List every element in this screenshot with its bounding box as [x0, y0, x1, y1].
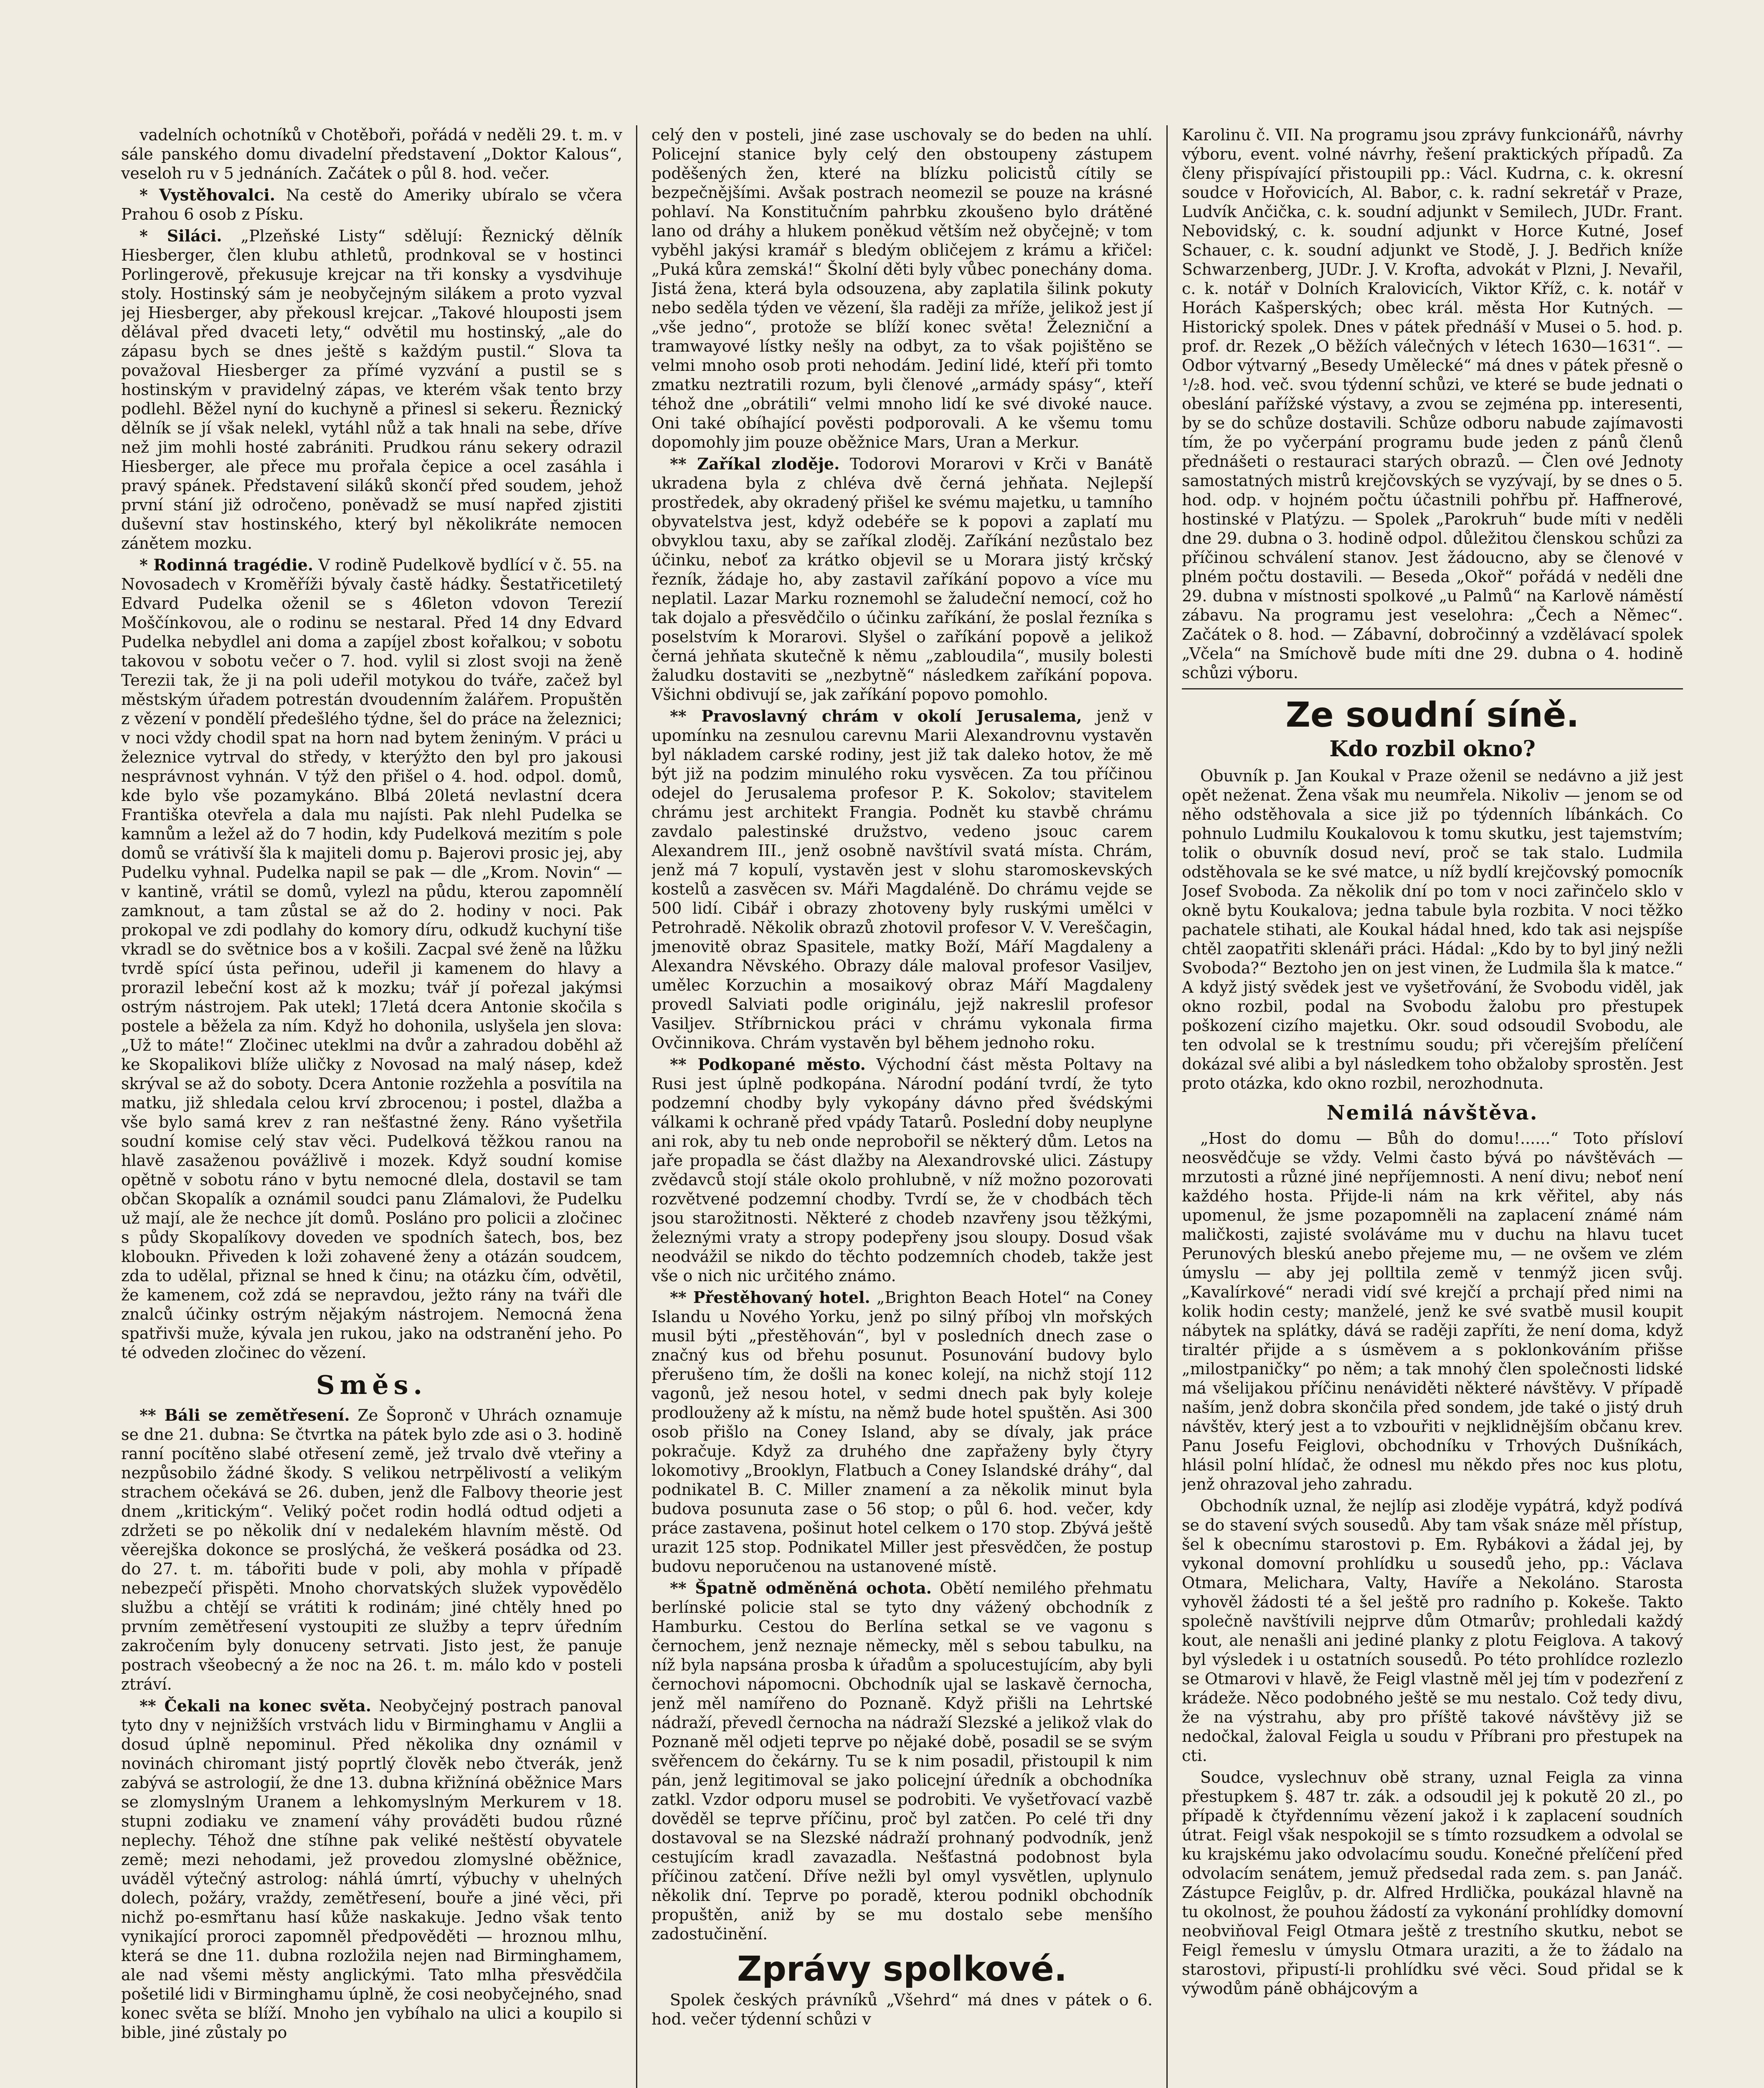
article-paragraph — [651, 1579, 1153, 1944]
article-paragraph — [651, 454, 1153, 704]
article-text: „Brighton Beach Hotel“ na Coney Islandu u Nového Yorku, jenž po silný příboj vln mořských musil býti „přestěhován“, byl v posledních dnech zase o značný kus od břehu posunut. Posunování budovy bylo přerušeno tím, že došli na konec kolejí, na nichž stojí 112 vagonů, jež nesou hotel, v sedmi dnech pak byly koleje prodlouženy až k místu, na němž bude hotel spuštěn. Asi 300 osob přišlo na Coney Island, aby se dívaly, jak práce pokračuje. Když za druhého dne zapřaženy byly čtyry lokomotivy „Brooklyn, Flatbuch a Coney Islandské dráhy“, dal podnikatel B. C. Miller znamení a za několik minut byla budova posunuta zase o 56 stop; o půl 6. hod. večer, kdy práce zastavena, pošinut hotel celkem o 170 stop. Zbývá ještě urazit 125 stop. Podnikatel Miller jest přesvědčen, že postup budovu neporučenou na ustanovené místě. — [651, 1288, 1153, 1576]
newspaper-page — [121, 125, 1691, 2088]
article-text: „Plzeňské Listy“ sdělují: Řeznický dělník Hiesberger, člen klubu athletů, prodnkoval se v hostinci Porlingerově, překusuje krejcar na tři konsky a vysdvihuje stoly. Hostinský sám je neobyčejným silákem a proto vyzval jej Hiesberger, aby překousl krejcar. „Takové hlouposti jsem dělával před dvaceti lety,“ odvětil mu hostinský, „ale do zápasu bych se dnes ještě s každým pustil.“ Slova ta považoval Hiesberger za přímé vyzvání a pustil se s hostinským v pravidelný zápas, ve kterém však tento brzy podlehl. Běžel nyní do kuchyně a přinesl si sekeru. Řeznický dělník se jí však nelekl, vytáhl nůž a tak hnali na sebe, dříve než jim mohli hosté zabrániti. Prudkou ránu sekery odrazil Hiesberger, ale přece mu prořala čepice a ocel zasáhla i pravý spánek. Představení siláků skončí před soudem, jehož první stání již odročeno, poněvadž se musí napřed zjistiti duševní stav hostinského, který byl několikráte nemocen zánětem mozku. — [121, 227, 622, 552]
divider — [1182, 688, 1683, 689]
article-paragraph: Obuvník p. Jan Koukal v Praze oženil se nedávno a již jest opět neženat. Žena však mu neumřela. Nikoliv — jenom se od něho odstěhovala a sice již po týdenních líbánkách. Co pohnulo Ludmilu Koukalovou k tomu skutku, jest tajemstvím; tolik o obuvník dosud neví, proč se tak stalo. Ludmila odstěhovala se ke své matce, u níž bydlí krejčovský pomocník Josef Svoboda. Za několik dní po tom v noci zařinčelo sklo v okně bytu Koukalova; jedna tabule byla rozbita. V noci těžko pachatele stihati, ale Koukal hádal hned, kdo tak asi nejspíše chtěl zaopatřiti sklenáři práci. Hádal: „Kdo by to byl jiný nežli Svoboda?“ Beztoho jen on jest vinen, že Ludmila šla k matce.“ A když jistý svědek jest ve vyšetřování, že Svobodu viděl, jak okno rozbil, podal na Svobodu žalobu pro přestupek poškození cizího majetku. Okr. soud odsoudil Svobodu, ale ten odvolal se k trestnímu soudu; při včerejším přelíčení dokázal své alibi a byl následkem toho obžaloby sprostěn. Jest proto otázka, kdo okno rozbil, nerozhodnuta. — [1182, 767, 1683, 1092]
article-paragraph — [651, 1288, 1153, 1576]
article-paragraph: Spolek českých právníků „Všehrd“ má dnes v pátek o 6. hod. večer týdenní schůzi v — [651, 1991, 1153, 2028]
article-lead: * Siláci. — [139, 226, 222, 245]
column-right — [1182, 125, 1683, 2088]
article-paragraph: Karolinu č. VII. Na programu jsou zprávy funkcionářů, návrhy výboru, event. volné návrhy, řešení praktických případů. Za členy přispívající přistoupili pp.: Václ. Kudrna, c. k. okresní soudce v Hořovicích, Al. Babor, c. k. radní sekretář v Praze, Ludvík Ančička, c. k. soudní adjunkt v Semilech, JUDr. Frant. Nebovidský, c. k. soudní adjunkt v Horce Kutné, Josef Schauer, c. k. soudní adjunkt ve Stodě, J. J. Bedřich kníže Schwarzenberg, JUDr. J. V. Krofta, advokát v Plzni, J. Nevařil, c. k. notář v Dolních Kralovicích, Viktor Kříž, c. k. notář v Horách Kašperských; obec král. města Hor Kutných. — Historický spolek. Dnes v pátek přednáší v Musei o 5. hod. p. prof. dr. Rezek „O běžích válečných v létech 1630—1631“. — Odbor výtvarný „Besedy Umělecké“ má dnes v pátek přesně o ¹/₂8. hod. več. svou týdenní schůzi, ve které se bude jednati o obeslání pařížské výstavy, a zvou se zejména pp. interesenti, by se do schůze dostavili. Schůze odboru nabude zajímavosti tím, že po vyčerpání programu bude jeden z pánů členů přednášeti o restauraci starých obrazů. — Člen ové Jednoty samostatných mistrů krejčovských se vyzývají, by se dnes o 5. hod. odp. v hojném počtu účastnili pohřbu př. Haffnerové, hostinské v Platýzu. — Spolek „Parokruh“ bude míti v neděli dne 29. dubna o 3. hodině odpol. důležitou členskou schůzi za příčinou schválení stanov. Jest žádoucno, aby se členové v plném počtu dostavili. — Beseda „Okoř“ pořádá v neděli dne 29. dubna v místnosti spolkové „u Palmů“ na Karlově náměstí zábavu. Na programu jest veselohra: „Čech a Němec“. Začátek o 8. hod. — Zábavní, dobročinný a vzdělávací spolek „Včela“ na Smíchově bude míti dne 29. dubna o 4. hodině schůzi výboru. — [1182, 126, 1683, 682]
article-lead: ** Podkopané město. — [670, 1055, 866, 1074]
article-text: Obětí nemilého přehmatu berlínské policie stal se tyto dny vážený obchodník z Hamburku. Cestou do Berlína setkal se ve vagonu s černochem, jenž neznaje německy, měl s sebou tabulku, na níž byla napsána prosba k úřadům a spolucestujícím, aby byli černochovi nápomocni. Obchodník ujal se laskavě černocha, jenž měl namířeno do Poznaně. Když přišli na Lehrtské nádraží, převedl černocha na nádraží Slezské a jelikož vlak do Poznaně měl odjeti teprve po nějaké době, posadil se se svým svěřencem do čekárny. Tu se k nim posadil, přistoupil k nim pán, jenž legitimoval se jako policejní úředník a obchodníka zatkl. Vzdor odporu musel se podrobiti. Ve vyšetřovací vazbě dověděl se teprve příčinu, proč byl zatčen. Po celé tři dny dostavoval se na Slezské nádraží prohnaný podvodník, jenž cestujícím kradl zavazadla. Nešťastná podobnost byla příčinou zatčení. Dříve nežli byl omyl vysvětlen, uplynulo několik dní. Teprve po poradě, kterou podnikl obchodník propuštěn, aniž by se mu dostalo sebe menšího zadostučinění. — [651, 1579, 1153, 1943]
article-paragraph: Obchodník uznal, že nejlíp asi zloděje vypátrá, když podívá se do stavení svých sousedů. Aby tam však snáze měl přístup, šel k obecnímu starostovi p. Em. Rybákovi a žádal jej, by vykonal domovní prohlídku u sousedů jeho, pp.: Václava Otmara, Melichara, Valty, Havíře a Nekoláno. Starosta vyhověl žádosti té a šel ještě pro radního p. Kokeše. Takto společně navštívili nejprve dům Otmarův; prohledali každý kout, ale nenašli ani jediné planky z plotu Feiglova. A takový byl výsledek i u ostatních sousedů. Po této prohlídce rozlezlo se Otmarovi v hlavě, že Feigl vlastně měl jej tím v podezření z krádeže. Něco podobného ještě se mu nestalo. Což tedy divu, že na výstrahu, aby pro příště takové návštěvy již se nedočkal, žaloval Feigla u soudu v Příbrani pro přestupek na cti. — [1182, 1497, 1683, 1765]
article-paragraph: „Host do domu — Bůh do domu!......“ Toto přísloví neosvědčuje se vždy. Velmi často bývá po návštěvách — mrzutosti a různé jiné nepříjemnosti. A není divu; neboť není každého hosta. Přijde-li nám na krk věřitel, aby nás upomenul, že jsme pozapomněli na zaplacení známé nám maličkosti, zajisté svoláváme mu v duchu na hlavu tucet Perunových bleskú anebo přejeme mu, — ne ovšem ve zlém úmyslu — aby jej polltila země v tenmýž jicen svůj. „Kavalírkové“ neradi vidí své krejčí a prchají před nimi na kolik hodin cesty; manželé, jenž ke své svatbě musil koupit nábytek na splátky, dává se raději zapříti, že není doma, když tiraltér přijde a s úsměvem a s poklonkováním přišse „milostpaničky“ po něm; a tak mnohý člen společnosti lidské má všelijakou příčinu nenáviděti některé návštěvy. V případě naším, jenž dobra skončila před sondem, jde také o jistý druh návštěv, který jest a to vzbouřiti v nejklidnějším občanu krev. Panu Josefu Feiglovi, obchodníku v Trhových Dušníkách, hlásil polní hlídač, že odnesl mu někdo přes noc kus plotu, jenž ohrazoval jeho zahradu. — [1182, 1129, 1683, 1493]
article-paragraph — [651, 1055, 1153, 1285]
article-paragraph — [651, 707, 1153, 1052]
section-heading-ze-soudni-sine: Ze soudní síně. — [1285, 695, 1579, 735]
column-rule — [1166, 125, 1168, 2088]
article-lead: ** Pravoslavný chrám v okolí Jerusalema, — [670, 707, 1082, 725]
article-paragraph: vadelních ochotníků v Chotěboři, pořádá v neděli 29. t. m. v sále panského domu divadelní představení „Doktor Kalous“, veseloh ru v 5 jednáních. Začátek o půl 8. hod. večer. — [121, 126, 622, 182]
article-paragraph — [121, 226, 622, 553]
article-paragraph — [121, 1406, 622, 1694]
article-paragraph: Soudce, vyslechnuv obě strany, uznal Feigla za vinna přestupkem §. 487 tr. zák. a odsoudil jej k pokutě 20 zl., po případě k čtyřdennímu vězení jakož i k zaplacení soudních útrat. Feigl však nespokojil se s tímto rozsudkem a odvolal se ku krajskému jako odvolacímu soudu. Konečné přelíčení před odvolacím senátem, jemuž předsedal rada zem. s. pan Janáč. Zástupce Feiglův, p. dr. Alfred Hrdlička, poukázal hlavně na tu okolnost, že pouhou žádostí za vykonání prohlídky domovní neobviňoval Feigl Otmara ještě z trestního skutku, nebot se Feigl řemeslu v úmyslu Otmara uraziti, a že to žádalo na starostovi, připustí-li prohlídku své věci. Soud přidal se k výwodům páně obhájcovým a — [1182, 1768, 1683, 1998]
article-lead: ** Báli se zemětřesení. — [139, 1406, 350, 1424]
article-lead: ** Přestěhovaný hotel. — [670, 1288, 870, 1307]
column-rule — [636, 125, 637, 2088]
article-heading: Nemilá návštěva. — [1326, 1101, 1538, 1125]
article-lead: ** Špatně odměněná ochota. — [670, 1579, 932, 1597]
article-paragraph: celý den v posteli, jiné zase uschovaly se do beden na uhlí. Policejní stanice byly celý den obstoupeny zástupem poděšených žen, které na blízku policistů cítily se bezpečnějšími. Avšak postrach neomezil se pouze na krásné pohlaví. Na Konstitučním pahrbku zkoušeno bylo drátěné lano od dráhy a hlukem poněkud větším než obyčejně; v tom vyběhl jakýsi kramář s bledým obličejem z krámu a křičel: „Puká kůra zemská!“ Školní děti byly vůbec ponechány doma. Jistá žena, která byla odsouzena, aby zaplatila šilink pokuty nebo seděla týden ve vězení, šla raději za mříže, jelikož jest jí „vše jedno“, protože se blíží konec světa! Železniční a tramwayové lístky nešly na odbyt, za to však pojištěno se velmi mnoho osob proti nehodám. Jediní lidé, kteří při tomto zmatku neztratili rozum, byli členové „armády spásy“, kteří téhož dne „obrátili“ velmi mnoho lidí ke své divoké nauce. Oni také obíhající pověsti podporovali. A ke všemu tomu dopomohly jim pouze oběžnice Mars, Uran a Merkur. — [651, 126, 1153, 451]
article-text: Na cestě do Ameriky ubíralo se včera Prahou 6 osob z Písku. — [121, 186, 622, 223]
article-lead: ** Čekali na konec světa. — [139, 1696, 372, 1715]
column-left — [121, 125, 622, 2088]
article-paragraph — [121, 555, 622, 1362]
article-heading: Kdo rozbil okno? — [1329, 736, 1536, 762]
article-text: jenž v upomínku na zesnulou carevnu Marii Alexandrovnu vystavěn byl nákladem carské rodiny, jest již tak daleko hotov, že mě být již na podzim minulého roku vysvěcen. Za tou příčinou odejel do Jerusalema profesor P. K. Sokolov; stavitelem chrámu jest architekt Frangia. Podnět ku stavbě chrámu zavdalo palestinské družstvo, vedeno jsouc carem Alexandrem III., jenž osobně navštívil svatá místa. Chrám, jenž má 7 kopulí, vystavěn jest v slohu staromoskevských kostelů a zasvěcen sv. Máři Magdaléně. Do chrámu vejde se 500 lidí. Cibář i obrazy zhotoveny byly ruskými umělci v Petrohradě. Několik obrazů zhotovil profesor V. V. Vereščagin, jmenovitě obraz Spasitele, matky Boží, Máří Magdaleny a Alexandra Něvského. Obrazy dále maloval profesor Vasiljev, umělec Korzuchin a mosaikový obraz Máří Magdaleny provedl Salviati podle originálu, jejž nakreslil profesor Vasiljev. Stříbrnickou práci v chrámu vykonala firma Ovčinnikova. Chrám vystavěn byl během jednoho roku. — [651, 707, 1153, 1052]
section-heading-zpravy-spolkove: Zprávy spolkové. — [737, 1949, 1067, 1989]
article-lead: * Rodinná tragédie. — [139, 555, 314, 574]
column-middle — [651, 125, 1153, 2088]
article-text: Ze Šopronč v Uhrách oznamuje se dne 21. dubna: Se čtvrtka na pátek bylo zde asi o 3. hodině ranní pocítěno slabé otřesení země, jež trvalo dvě vteřiny a nezpůsobilo žádné škody. S velikou netrpělivostí a velikým strachem očekává se 26. duben, jenž dle Falbovy theorie jest dnem „kritickým“. Veliký počet rodin hodlá odtud odjeti a zdržeti se po několik dní v nedalekém hlavním městě. Od věerejška dokonce se proslýchá, že veškerá posádka od 23. do 27. t. m. tábořiti bude v poli, aby mohla v případě nebezpečí přispěti. Mnoho chorvatských služek vypovědělo službu a chtějí se vrátiti k rodinám; jiné chtěly hned po prvním zemětřesení vystoupiti ze služby a teprv úředním zakročením byly donuceny setrvati. Jisto jest, že panuje postrach všeobecný a že noc na 26. t. m. málo kdo v posteli ztráví. — [121, 1406, 622, 1693]
article-lead: ** Zaříkal zloděje. — [670, 454, 840, 473]
article-paragraph — [121, 185, 622, 224]
section-heading-smes: Směs. — [316, 1370, 428, 1400]
article-lead: * Vystěhovalci. — [139, 185, 275, 204]
article-text: Neobyčejný postrach panoval tyto dny v nejnižších vrstvách lidu v Birminghamu v Anglii a dosud úplně nepominul. Před několika dny oznámil v novinách chiromant jistý poprtlý člověk nebo čtverák, jenž zabývá se astrologií, že dne 13. dubna křižníná oběžnice Mars se zlomyslným Uranem a lehkomyslným Merkurem v 18. stupni zodiaku ve znamení váhy prováděti budou různé neplechy. Téhož dne stíhne pak veliké neštěstí obyvatele země; mezi nehodami, jež provedou zlomyslné oběžnice, uváděl výtečný astrolog: náhlá úmrtí, výbuchy v uhelných dolech, požáry, vraždy, zemětřesení, bouře a jiné věci, při nichž po-esmřtanu hasí kůže naskakuje. Jedno však tento vynikající proroci zapomněl předpověděti — hroznou mlhu, která se dne 11. dubna rozložila nejen nad Birminghamem, ale nad všemi městy anglickými. Tato mlha přesvědčila pošetilé lidi v Birminghamu úplně, že cosi neobyčejného, snad konec světa se blíží. Mnoho jen vybíhalo na ulici a koupilo si bible, jiné zůstaly po — [121, 1697, 622, 2042]
article-text: Todorovi Morarovi v Krči v Banátě ukradena byla z chléva dvě černá jehňata. Nejlepší prostředek, aby okradený přišel ke svému majetku, u tamního obyvatelstva jest, když odebéře se k popovi a zaplatí mu obvyklou taxu, aby se zaříkal zloděj. Zaříkání nezůstalo bez účinku, neboť za krátko objevil se u Morara jistý krčský řezník, žádaje ho, aby zastavil zaříkání popovo a více mu neplatil. Lazar Marku roznemohl se žaludeční nemocí, což ho tak dojalo a přesvědčilo o účinku zaříkání, že poslal řezníka s poselstvím k Morarovi. Slyšel o zaříkání popově a jelikož černá jehňata skutečně k němu „zabloudila“, musily bolesti žaludku dostaviti se „nezbytně“ následkem zaříkání popova. Všichni obdivují se, jak zaříkání popovo pomohlo. — [651, 455, 1153, 704]
article-text: Východní část města Poltavy na Rusi jest úplně podkopána. Národní podání tvrdí, že tyto podzemní chodby byly vykopány dávno před švédskými válkami k ochraně před vpády Tatarů. Poslední doby neuplyne ani rok, aby tu neb onde neprobořil se některý dům. Letos na jaře propadla se část dlažby na Alexandrovské ulici. Zástupy zvědavců stojí stále okolo prohlubně, v níž možno pozorovati rozvětvené podzemní chodby. Tvrdí se, že v chodbách těch jsou starožitnosti. Některé z chodeb nzavřeny jsou těžkými, železnými vraty a stropy podepřeny jsou sloupy. Dosud však neodvážil se nikdo do těchto podzemních chodeb, takže jest vše o nich nic určitého známo. — [651, 1055, 1153, 1285]
article-paragraph — [121, 1696, 622, 2042]
article-text: V rodině Pudelkově bydlící v č. 55. na Novosadech v Kroměříži bývaly častě hádky. Šestatřicetiletý Edvard Pudelka oženil se s 46leton vdovon Terezií Moščínkovou, ale o rodinu se nestaral. Před 14 dny Edvard Pudelka nebydlel ani doma a zapíjel zbost kořalkou; v sobotu takovou v sobotu večer o 7. hod. vylil si zlost svoji na ženě Terezii tak, že ji na poli udeřil motykou do tváře, začež byl městským úřadem potrestán dvoudenním žalářem. Propuštěn z vězení v pondělí předešlého týdne, šel do práce na železnici; v noci vždy chodil spat na horn nad bytem ženiným. V práci u železnice vytrval do středy, v kterýžto den byl pro jakousi nesprávnost vyhnán. V týž den přišel o 4. hod. odpol. domů, kde bylo vše pozamykáno. Blbá 20letá nevlastní dcera Františka otevřela a dala mu najísti. Pak nlehl Pudelka se kamnům a ležel až do 7 hodin, kdy Pudelková mezitím s pole domů se vrátivší šla k majiteli domu p. Bajerovi prosic jej, aby Pudelku vyhnal. Pudelka napil se pak — dle „Krom. Novin“ — v kantině, vrátil se domů, vylezl na půdu, kterou zapomnělí zamknout, a tam zůstal se až do 2. hodiny v noci. Pak prokopal ve zdi podlahy do komory díru, odkudž kuchyní tiše vkradl se do světnice bos a v košili. Zacpal své ženě na lůžku tvrdě spící ústa peřinou, udeřil ji kamenem do hlavy a prorazil lebeční kost až k mozku; tvář jí pořezal jakýmsi ostrým nástrojem. Pak utekl; 17letá dcera Antonie skočila s postele a běžela za ním. Když ho dohonila, uslyšela jen slova: „Už to máte!“ Zločinec uteklmi na dvůr a zahradou doběhl až ke Skopalikovi blíže uličky z Novosad na malý násep, kdež skrýval se až do soboty. Dcera Antonie rozžehla a posvítila na matku, již shledala celou krví zbrocenou; i postel, dlažba a vše bylo samá krev z ran nešťastné ženy. Ráno vyšetřila soudní komise celý stav věci. Pudelková těžkou ranou na hlavě zasaženou povážlivě i mozek. Když soudní komise opětně v sobotu ráno v bytu nemocné dlela, dostavil se tam občan Skopalík a oznámil soudci panu Zlámalovi, že Pudelku už mají, ale že nechce jít domů. Posláno pro policii a zločinec s půdy Skopalíkovy doveden ve spodních šatech, bos, bez kloboukn. Přiveden k loži zohavené ženy a otázán soudcem, zda to udělal, přiznal se hned k činu; na otázku čím, odvětil, že kamenem, což zdá se nepravdou, ježto rány na tváři dle znalců účinky ostrým nějakým nástrojem. Nemocná žena spatřivši muže, kývala jen rukou, jako na odstranění jeho. Po té odveden zločinec do vězení. — [121, 556, 622, 1362]
